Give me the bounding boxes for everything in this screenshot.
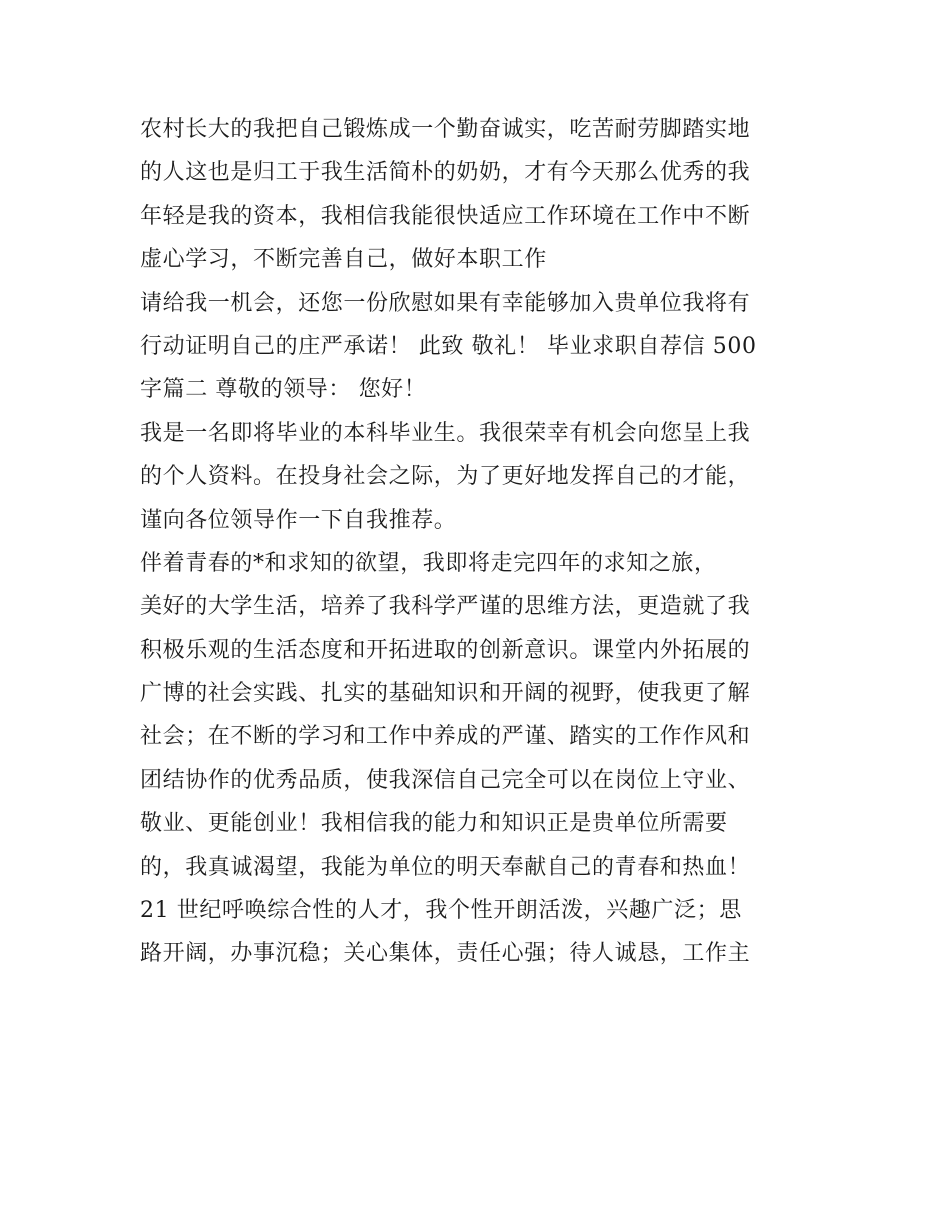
text-line: 谨向各位领导作一下自我推荐。 xyxy=(140,507,457,533)
text-line: 21 世纪呼唤综合性的人才，我个性开朗活泼，兴趣广泛；思 xyxy=(140,898,742,924)
text-line: 字篇二 尊敬的领导： 您好！ xyxy=(140,377,427,403)
text-line: 行动证明自己的庄严承诺！ 此致 敬礼！ 毕业求职自荐信 500 xyxy=(140,333,757,359)
text-line: 路开阔，办事沉稳；关心集体，责任心强；待人诚恳，工作主 xyxy=(140,941,751,967)
text-line: 美好的大学生活，培养了我科学严谨的思维方法，更造就了我 xyxy=(140,594,751,620)
text-line: 敬业、更能创业！我相信我的能力和知识正是贵单位所需要 xyxy=(140,811,728,837)
text-line: 广博的社会实践、扎实的基础知识和开阔的视野，使我更了解 xyxy=(140,681,751,707)
document-body xyxy=(140,108,820,976)
text-line: 农村长大的我把自己锻炼成一个勤奋诚实，吃苦耐劳脚踏实地 xyxy=(140,117,751,142)
text-line: 虚心学习，不断完善自己，做好本职工作 xyxy=(140,247,547,273)
text-line: 社会；在不断的学习和工作中养成的严谨、踏实的工作作风和 xyxy=(140,724,751,750)
text-line: 的人这也是归工于我生活简朴的奶奶，才有今天那么优秀的我 xyxy=(140,160,751,186)
text-line: 伴着青春的*和求知的欲望，我即将走完四年的求知之旅， xyxy=(140,550,717,576)
text-line: 的，我真诚渴望，我能为单位的明天奉献自己的青春和热血！ xyxy=(140,854,751,880)
text-line: 我是一名即将毕业的本科毕业生。我很荣幸有机会向您呈上我 xyxy=(140,420,751,446)
text-line: 团结协作的优秀品质，使我深信自己完全可以在岗位上守业、 xyxy=(140,767,751,793)
text-line: 积极乐观的生活态度和开拓进取的创新意识。课堂内外拓展的 xyxy=(140,637,751,663)
text-line: 请给我一机会，还您一份欣慰如果有幸能够加入贵单位我将有 xyxy=(140,290,751,316)
text-line: 年轻是我的资本，我相信我能很快适应工作环境在工作中不断 xyxy=(140,203,751,229)
text-line: 的个人资料。在投身社会之际，为了更好地发挥自己的才能， xyxy=(140,464,751,490)
